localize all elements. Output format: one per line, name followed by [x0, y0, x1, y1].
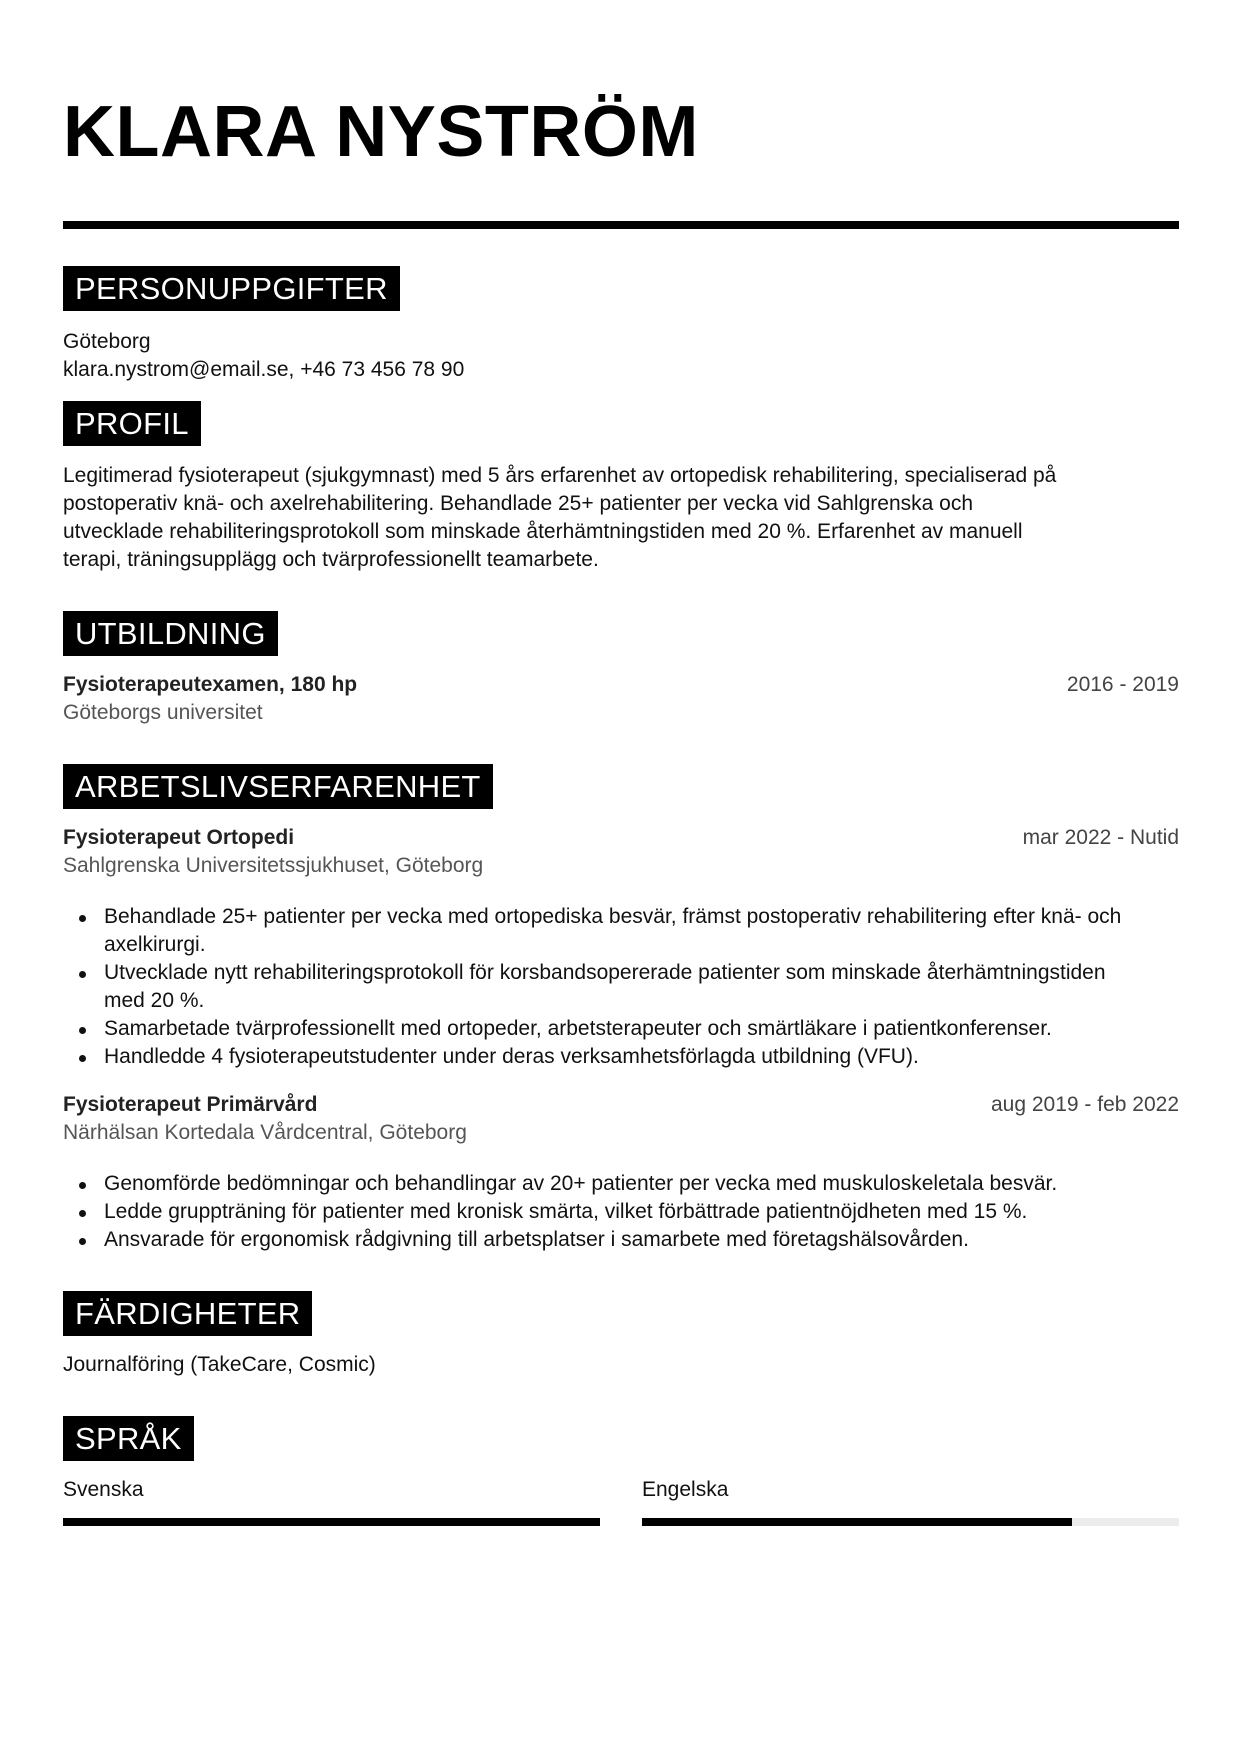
language-name: Engelska: [642, 1478, 729, 1501]
profile-section: [63, 401, 1179, 574]
language-level-bar: [63, 1518, 600, 1526]
education-entry: [63, 671, 1179, 727]
profile-line: postoperativ knä- och axelrehabilitering. Behandlade 25+ patienter per vecka vid Sahlgrenska och: [63, 492, 973, 515]
header-divider: [63, 221, 1179, 229]
job-bullet: Behandlade 25+ patienter per vecka med ortopediska besvär, främst postoperativ rehabilitering efter knä- och axelkirurgi.: [104, 903, 1149, 959]
job-entry: [63, 1091, 1179, 1254]
candidate-name: KLARA NYSTRÖM: [63, 92, 699, 172]
personal-city: Göteborg: [63, 330, 151, 353]
job-bullet: Samarbetade tvärprofessionellt med ortopeder, arbetsterapeuter och smärtläkare i patientkonferenser.: [104, 1015, 1149, 1043]
section-title-personal: PERSONUPPGIFTER: [63, 266, 400, 311]
education-dates: 2016 - 2019: [1066, 673, 1179, 696]
job-role: Fysioterapeut Primärvård: [63, 1093, 318, 1116]
job-dates: aug 2019 - feb 2022: [991, 1093, 1179, 1116]
personal-section: [63, 266, 1179, 384]
section-title-languages: SPRÅK: [63, 1416, 194, 1461]
profile-line: Legitimerad fysioterapeut (sjukgymnast) med 5 års erfarenhet av ortopedisk rehabilitering, specialiserad på: [63, 464, 1057, 487]
job-entry: [63, 824, 1179, 1071]
language-level-bar: [642, 1518, 1179, 1526]
education-degree: Fysioterapeutexamen, 180 hp: [63, 673, 358, 696]
job-bullet: Ledde gruppträning för patienter med kronisk smärta, vilket förbättrade patientnöjdheten med 15 %.: [104, 1198, 1179, 1226]
job-bullets: [63, 1170, 1179, 1254]
section-title-skills: FÄRDIGHETER: [63, 1291, 312, 1336]
profile-line: terapi, träningsupplägg och tvärprofessionellt teamarbete.: [63, 548, 599, 571]
languages-section: [63, 1416, 1179, 1526]
job-role: Fysioterapeut Ortopedi: [63, 826, 295, 849]
resume-page: [63, 0, 1179, 1526]
language-level-fill: [642, 1518, 1072, 1526]
language-item: [642, 1476, 1179, 1526]
profile-line: utvecklade rehabiliteringsprotokoll som minskade återhämtningstiden med 20 %. Erfarenhet av manuell: [63, 520, 1023, 543]
section-title-experience: ARBETSLIVSERFARENHET: [63, 764, 493, 809]
experience-section: [63, 764, 1179, 1254]
language-item: [63, 1476, 600, 1526]
education-section: [63, 611, 1179, 727]
job-bullet: Ansvarade för ergonomisk rådgivning till arbetsplatser i samarbete med företagshälsovården.: [104, 1226, 1179, 1254]
job-employer: Sahlgrenska Universitetssjukhuset, Göteborg: [63, 854, 484, 877]
personal-contact: klara.nystrom@email.se, +46 73 456 78 90: [63, 358, 465, 381]
job-bullet: Utvecklade nytt rehabiliteringsprotokoll för korsbandsopererade patienter som minskade återhämtningstiden med 20 %.: [104, 959, 1149, 1015]
skill-item: Journalföring (TakeCare, Cosmic): [63, 1353, 376, 1376]
section-title-education: UTBILDNING: [63, 611, 278, 656]
job-bullets: [63, 903, 1179, 1071]
language-name: Svenska: [63, 1478, 144, 1501]
job-bullet: Handledde 4 fysioterapeutstudenter under deras verksamhetsförlagda utbildning (VFU).: [104, 1043, 1149, 1071]
language-level-fill: [63, 1518, 600, 1526]
job-dates: mar 2022 - Nutid: [1022, 826, 1179, 849]
job-employer: Närhälsan Kortedala Vårdcentral, Göteborg: [63, 1121, 467, 1144]
job-bullet: Genomförde bedömningar och behandlingar av 20+ patienter per vecka med muskuloskeletala besvär.: [104, 1170, 1179, 1198]
skills-section: [63, 1291, 1179, 1379]
section-title-profile: PROFIL: [63, 401, 201, 446]
education-school: Göteborgs universitet: [63, 701, 263, 724]
